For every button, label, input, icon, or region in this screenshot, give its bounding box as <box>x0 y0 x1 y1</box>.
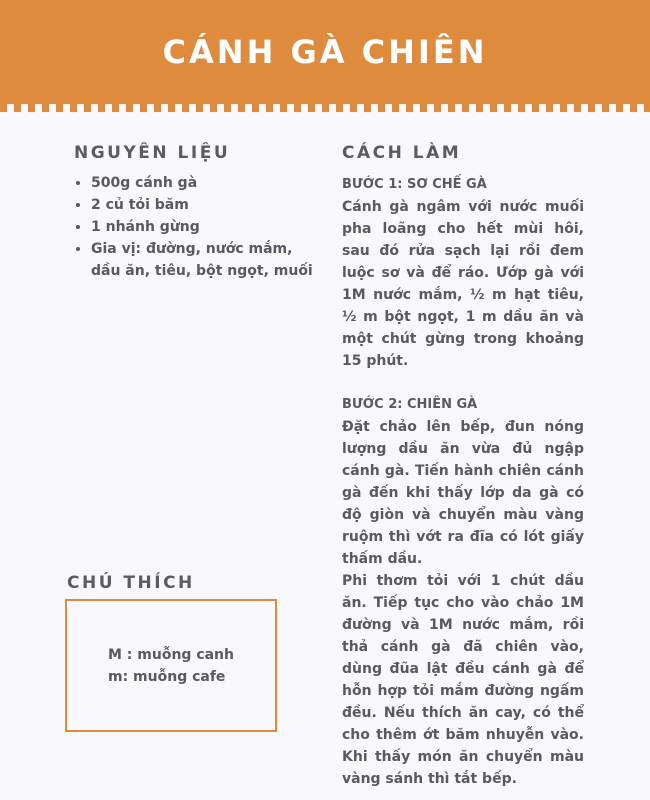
notes-box <box>65 599 277 732</box>
method-heading: CÁCH LÀM <box>342 143 462 163</box>
banner-zigzag-edge <box>0 104 650 112</box>
note-line: M : muỗng canh <box>108 647 234 663</box>
ingredient-item: • 2 củ tỏi băm <box>91 194 313 216</box>
step-1-text: Cánh gà ngâm với nước muối pha loãng cho hết mùi hôi, sau đó rửa sạch lại rồi đem luộc sơ và để ráo. Ướp gà với 1M nước mắm, ½ m hạt tiêu, ½ m bột ngọt, 1 m dầu ăn và một chút gừng trong khoảng 15 phút. <box>342 199 584 369</box>
step-2-text: Đặt chảo lên bếp, đun nóng lượng dầu ăn vừa đủ ngập cánh gà. Tiến hành chiên cánh gà đến khi thấy lớp da gà có độ giòn và chuyển màu vàng ruộm thì vớt ra đĩa có lót giấy thấm dầu. <box>342 419 584 567</box>
step-spacer <box>342 372 584 394</box>
ingredient-item: • 1 nhánh gừng <box>91 216 313 238</box>
step-2-text: Phi thơm tỏi với 1 chút dầu ăn. Tiếp tục cho vào chảo 1M đường và 1M nước mắm, rồi thả cánh gà đã chiên vào, dùng đũa lật đều cánh gà để hỗn hợp tỏi mắm đường ngấm đều. Nếu thích ăn cay, có thể cho thêm ớt băm nhuyễn vào. Khi thấy món ăn chuyển màu vàng sánh thì tắt bếp. <box>342 573 584 787</box>
method-body <box>342 174 584 790</box>
ingredients-list <box>73 172 313 282</box>
page-title: CÁNH GÀ CHIÊN <box>162 33 488 71</box>
notes-heading: CHÚ THÍCH <box>67 573 195 593</box>
step-1-title: BƯỚC 1: SƠ CHẾ GÀ <box>342 177 487 192</box>
step-2-title: BƯỚC 2: CHIÊN GÀ <box>342 397 478 412</box>
ingredient-item: • Gia vị: đường, nước mắm, dầu ăn, tiêu, bột ngọt, muối <box>91 238 313 282</box>
ingredients-heading: NGUYÊN LIỆU <box>74 143 231 163</box>
note-line: m: muỗng cafe <box>108 669 226 685</box>
ingredient-item: • 500g cánh gà <box>91 172 313 194</box>
